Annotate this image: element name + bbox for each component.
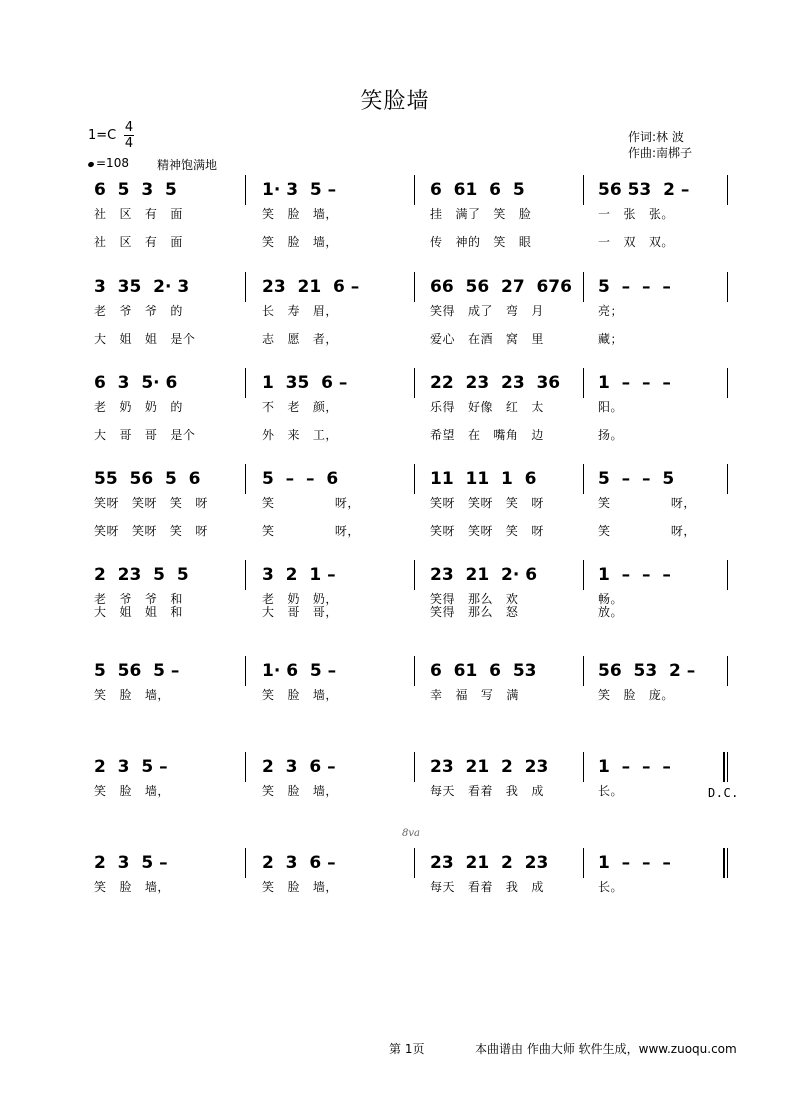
barline: [245, 848, 246, 878]
lyric-line: 社 区 有 面: [94, 207, 183, 221]
lyric-line: 笑 呀，: [598, 524, 696, 538]
barline: [727, 175, 728, 205]
lyric-line: 传 神的 笑 眼: [430, 235, 532, 249]
barline: [727, 368, 728, 398]
barline: [583, 752, 584, 782]
measure-notes: 5 – – 5: [598, 469, 675, 489]
barline: [583, 175, 584, 205]
measure-notes: 66 56 27 676: [430, 277, 572, 297]
measure-notes: 1 – – –: [598, 565, 671, 585]
time-signature: [124, 121, 134, 150]
ottava-mark: 8va: [402, 828, 420, 839]
lyric-line: 笑得 那么 欢: [430, 592, 519, 606]
lyric-line: 笑 呀，: [598, 496, 696, 510]
lyric-line: 长 寿 眉，: [262, 304, 338, 318]
barline: [414, 848, 415, 878]
lyric-line: 笑呀 笑呀 笑 呀: [94, 496, 208, 510]
lyric-line: 笑 脸 墙，: [262, 207, 338, 221]
measure-notes: 23 21 6 –: [262, 277, 360, 297]
measure-notes: 1· 3 5 –: [262, 180, 337, 200]
barline: [245, 368, 246, 398]
lyric-line: 每天 看着 我 成: [430, 784, 544, 798]
lyric-line: 亮；: [598, 304, 624, 318]
measure-notes: 6 3 5· 6: [94, 373, 178, 393]
barline: [727, 752, 728, 782]
lyric-line: 老 爷 爷 和: [94, 592, 183, 606]
barline: [727, 464, 728, 494]
measure-notes: 56 53 2 –: [598, 180, 690, 200]
expression-marking: 精神饱满地: [157, 158, 218, 172]
lyric-line: 大 哥 哥 是个: [94, 428, 196, 442]
lyric-line: 老 爷 爷 的: [94, 304, 183, 318]
lyric-line: 一 双 双。: [598, 235, 674, 249]
lyric-line: 志 愿 者，: [262, 332, 338, 346]
barline: [583, 560, 584, 590]
composer-credit: 作曲:南梆子: [628, 146, 693, 160]
barline: [414, 175, 415, 205]
barline: [414, 752, 415, 782]
barline: [727, 560, 728, 590]
measure-notes: 1· 6 5 –: [262, 661, 337, 681]
barline: [583, 656, 584, 686]
lyric-line: 笑 脸 墙，: [262, 688, 338, 702]
measure-notes: 2 3 5 –: [94, 853, 168, 873]
barline: [414, 560, 415, 590]
measure-notes: 1 – – –: [598, 373, 671, 393]
barline: [583, 368, 584, 398]
lyric-line: 阳。: [598, 400, 624, 414]
measure-notes: 3 35 2· 3: [94, 277, 190, 297]
measure-notes: 23 21 2· 6: [430, 565, 538, 585]
measure-notes: 3 2 1 –: [262, 565, 336, 585]
measure-notes: 5 – – –: [598, 277, 671, 297]
lyric-line: 不 老 颜，: [262, 400, 338, 414]
barline: [583, 464, 584, 494]
measure-notes: 23 21 2 23: [430, 757, 549, 777]
measure-notes: 56 53 2 –: [598, 661, 696, 681]
lyric-line: 长。: [598, 784, 624, 798]
measure-notes: 22 23 23 36: [430, 373, 561, 393]
measure-notes: 6 61 6 53: [430, 661, 537, 681]
lyric-line: 长。: [598, 880, 624, 894]
page-title: 笑脸墙: [360, 89, 430, 114]
da-capo-mark: D.C.: [708, 786, 739, 800]
lyric-line: 扬。: [598, 428, 624, 442]
lyricist-credit: 作词:林 波: [628, 130, 684, 144]
lyric-line: 笑得 成了 弯 月: [430, 304, 544, 318]
measure-notes: 2 3 5 –: [94, 757, 168, 777]
barline: [414, 368, 415, 398]
barline: [414, 272, 415, 302]
lyric-line: 大 哥 哥，: [262, 605, 338, 619]
lyric-line: 笑 呀，: [262, 524, 360, 538]
lyric-line: 笑呀 笑呀 笑 呀: [430, 524, 544, 538]
lyric-line: 大 姐 姐 是个: [94, 332, 196, 346]
barline: [727, 272, 728, 302]
lyric-line: 挂 满了 笑 脸: [430, 207, 532, 221]
lyric-line: 老 奶 奶 的: [94, 400, 183, 414]
lyric-line: 外 来 工，: [262, 428, 338, 442]
measure-notes: 6 61 6 5: [430, 180, 525, 200]
barline: [583, 272, 584, 302]
measure-notes: 5 – – 6: [262, 469, 339, 489]
measure-notes: 2 3 6 –: [262, 853, 336, 873]
lyric-line: 笑 脸 墙，: [94, 784, 170, 798]
lyric-line: 一 张 张。: [598, 207, 674, 221]
measure-notes: 1 – – –: [598, 853, 671, 873]
lyric-line: 大 姐 姐 和: [94, 605, 183, 619]
lyric-line: 社 区 有 面: [94, 235, 183, 249]
page-number: 第 1页: [389, 1042, 425, 1056]
measure-notes: 23 21 2 23: [430, 853, 549, 873]
lyric-line: 放。: [598, 605, 624, 619]
lyric-line: 笑 脸 墙，: [94, 688, 170, 702]
lyric-line: 笑 呀，: [262, 496, 360, 510]
quarter-note-icon: [87, 161, 94, 168]
lyric-line: 希望 在 嘴角 边: [430, 428, 544, 442]
measure-notes: 5 56 5 –: [94, 661, 180, 681]
lyric-line: 幸 福 写 满: [430, 688, 519, 702]
measure-notes: 2 3 6 –: [262, 757, 336, 777]
final-barline: [723, 752, 725, 782]
lyric-line: 畅。: [598, 592, 624, 606]
measure-notes: 1 – – –: [598, 757, 671, 777]
lyric-line: 笑 脸 墙，: [94, 880, 170, 894]
measure-notes: 55 56 5 6: [94, 469, 201, 489]
lyric-line: 笑 脸 墙，: [262, 880, 338, 894]
barline: [245, 175, 246, 205]
measure-notes: 11 11 1 6: [430, 469, 537, 489]
barline: [245, 656, 246, 686]
lyric-line: 藏；: [598, 332, 624, 346]
software-credit: 本曲谱由 作曲大师 软件生成，www.zuoqu.com: [475, 1042, 737, 1056]
barline: [245, 272, 246, 302]
barline: [245, 560, 246, 590]
lyric-line: 笑呀 笑呀 笑 呀: [94, 524, 208, 538]
barline: [727, 656, 728, 686]
barline: [414, 464, 415, 494]
lyric-line: 乐得 好像 红 太: [430, 400, 544, 414]
barline: [727, 848, 728, 878]
measure-notes: 2 23 5 5: [94, 565, 189, 585]
lyric-line: 老 奶 奶，: [262, 592, 338, 606]
barline: [414, 656, 415, 686]
lyric-line: 每天 看着 我 成: [430, 880, 544, 894]
lyric-line: 爱心 在酒 窝 里: [430, 332, 544, 346]
measure-notes: 6 5 3 5: [94, 180, 177, 200]
lyric-line: 笑呀 笑呀 笑 呀: [430, 496, 544, 510]
lyric-line: 笑 脸 墙，: [262, 235, 338, 249]
lyric-line: 笑 脸 庞。: [598, 688, 674, 702]
barline: [583, 848, 584, 878]
barline: [245, 752, 246, 782]
time-sig-top: 4: [124, 120, 134, 135]
lyric-line: 笑得 那么 怒: [430, 605, 519, 619]
final-barline: [723, 848, 725, 878]
key-signature: 1=C: [88, 128, 117, 143]
measure-notes: 1 35 6 –: [262, 373, 348, 393]
lyric-line: 笑 脸 墙，: [262, 784, 338, 798]
time-sig-bottom: 4: [124, 136, 134, 151]
barline: [245, 464, 246, 494]
tempo-marking: =108: [88, 156, 129, 170]
